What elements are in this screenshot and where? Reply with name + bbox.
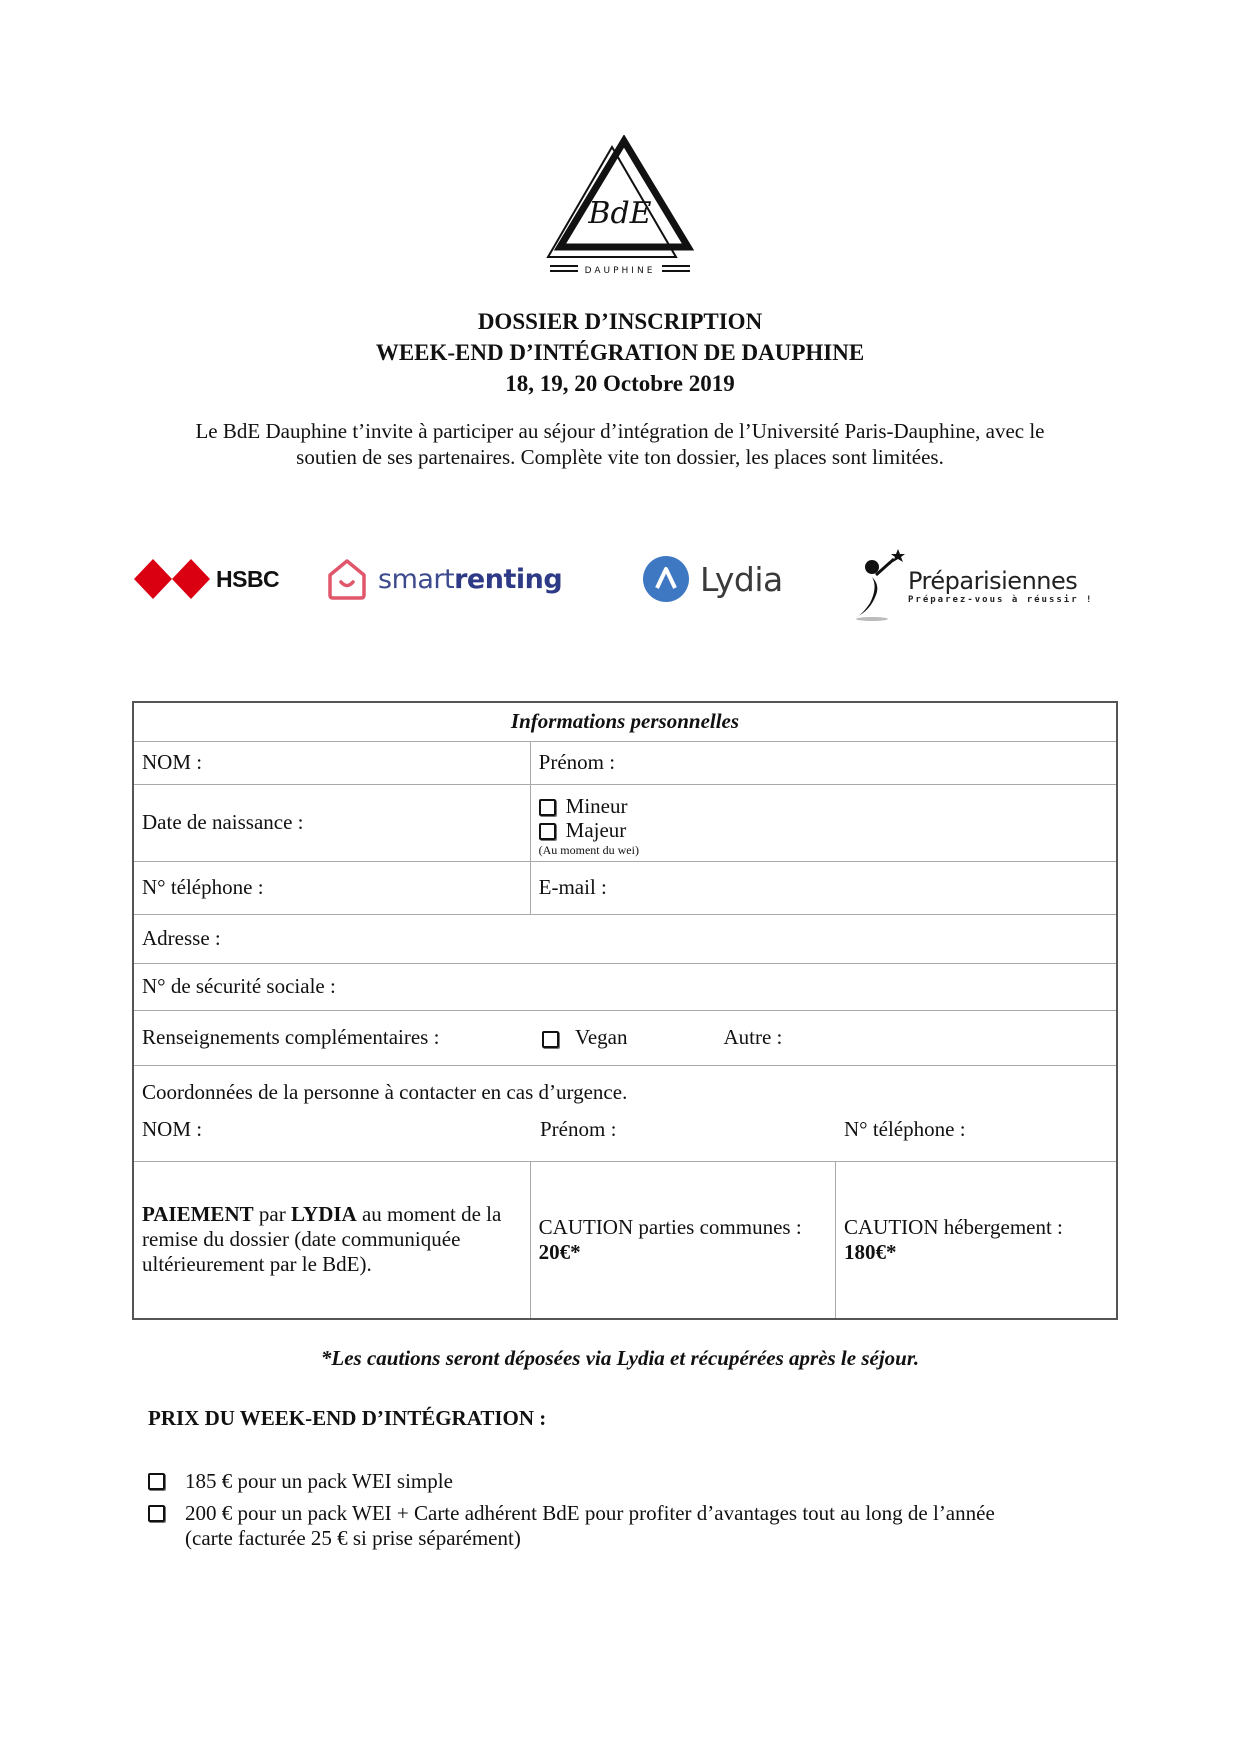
lydia-name: Lydia — [700, 559, 783, 599]
phone-label: N° téléphone : — [142, 875, 264, 899]
price-simple-checkbox[interactable] — [148, 1473, 165, 1490]
pricing-title: PRIX DU WEEK-END D’INTÉGRATION : — [148, 1406, 547, 1430]
doc-title-line1: DOSSIER D’INSCRIPTION — [477, 309, 763, 334]
price-card-checkbox[interactable] — [148, 1505, 165, 1522]
partner-hsbc — [134, 559, 279, 599]
extra-info-row — [133, 1010, 1117, 1065]
preparisiennes-name: Préparisiennes — [908, 567, 1078, 595]
birthdate-field[interactable] — [133, 784, 530, 861]
deposit-common — [530, 1161, 835, 1319]
event-dates: 18, 19, 20 Octobre 2019 — [505, 371, 735, 396]
nom-field[interactable] — [133, 741, 530, 784]
lydia-logo-icon — [642, 555, 690, 603]
emergency-nom-field[interactable]: NOM : — [142, 1116, 203, 1141]
price-option-simple[interactable]: 185 € pour un pack WEI simple — [148, 1469, 1108, 1495]
partner-preparisiennes — [850, 545, 1093, 623]
email-label: E-mail : — [538, 875, 607, 899]
vegan-option[interactable]: Vegan — [542, 1025, 627, 1049]
vegan-checkbox[interactable] — [542, 1031, 559, 1048]
birthdate-label: Date de naissance : — [142, 810, 304, 834]
hsbc-name: HSBC — [216, 565, 280, 592]
partner-smartrenting — [326, 557, 562, 601]
majeur-checkbox[interactable] — [539, 823, 556, 840]
deposit-common-value: 20€* — [538, 1239, 581, 1264]
extra-info-label: Renseignements complémentaires : — [142, 1025, 440, 1049]
emergency-contact-row — [133, 1065, 1117, 1161]
svg-text:DAUPHINE: DAUPHINE — [584, 266, 656, 276]
section-title: Informations personnelles — [133, 702, 1117, 741]
address-label: Adresse : — [142, 926, 221, 950]
logo-text: BdE — [588, 196, 652, 231]
age-note: (Au moment du wei) — [538, 842, 639, 857]
nom-label: NOM : — [142, 750, 203, 774]
mineur-option[interactable]: Mineur — [539, 794, 1108, 818]
price-option-with-card[interactable]: 200 € pour un pack WEI + Carte adhérent BdE pour profiter d’avantages tout au long de l’année (carte facturée 25 € si prise séparément) — [148, 1501, 1108, 1553]
hsbc-hexagon-icon — [134, 559, 210, 599]
partner-lydia — [642, 555, 783, 603]
mineur-checkbox[interactable] — [539, 799, 556, 816]
majeur-option[interactable]: Majeur — [539, 818, 1108, 842]
phone-field[interactable] — [133, 861, 530, 914]
house-smile-icon — [326, 557, 368, 601]
deposit-housing — [836, 1161, 1118, 1319]
emergency-prenom-field[interactable]: Prénom : — [540, 1116, 617, 1141]
bde-dauphine-logo — [540, 135, 700, 280]
emergency-phone-field[interactable]: N° téléphone : — [844, 1116, 966, 1141]
ssn-field[interactable] — [133, 963, 1117, 1010]
intro-text-line1: Le BdE Dauphine t’invite à participer au séjour d’intégration de l’Université Paris-Dauphine, avec le — [195, 419, 1045, 443]
prenom-field[interactable] — [530, 741, 1117, 784]
preparisiennes-figure-icon — [850, 545, 906, 623]
deposit-housing-label: CAUTION hébergement : — [844, 1214, 1063, 1239]
partners-row — [130, 545, 1120, 625]
deposit-footnote: *Les cautions seront déposées via Lydia et récupérées après le séjour. — [320, 1346, 920, 1370]
registration-form-table — [132, 701, 1118, 1320]
intro-text-line2: soutien de ses partenaires. Complète vite ton dossier, les places sont limitées. — [296, 445, 944, 469]
other-field[interactable]: Autre : — [723, 1025, 783, 1049]
triangle-logo-icon — [540, 135, 700, 280]
deposit-housing-value: 180€* — [844, 1239, 897, 1264]
deposit-common-label: CAUTION parties communes : — [538, 1214, 802, 1239]
preparisiennes-tagline: Préparez-vous à réussir ! — [908, 595, 1094, 605]
email-field[interactable] — [530, 861, 1117, 914]
ssn-label: N° de sécurité sociale : — [142, 974, 336, 998]
smartrenting-name: smartrenting — [378, 563, 563, 595]
doc-title-line2: WEEK-END D’INTÉGRATION DE DAUPHINE — [375, 340, 865, 365]
address-field[interactable] — [133, 914, 1117, 963]
emergency-title: Coordonnées de la personne à contacter en cas d’urgence. — [142, 1079, 628, 1104]
payment-info: PAIEMENT par LYDIA au moment de la remise du dossier (date communiquée ultérieurement par le BdE). — [133, 1161, 530, 1319]
prenom-label: Prénom : — [538, 750, 616, 774]
